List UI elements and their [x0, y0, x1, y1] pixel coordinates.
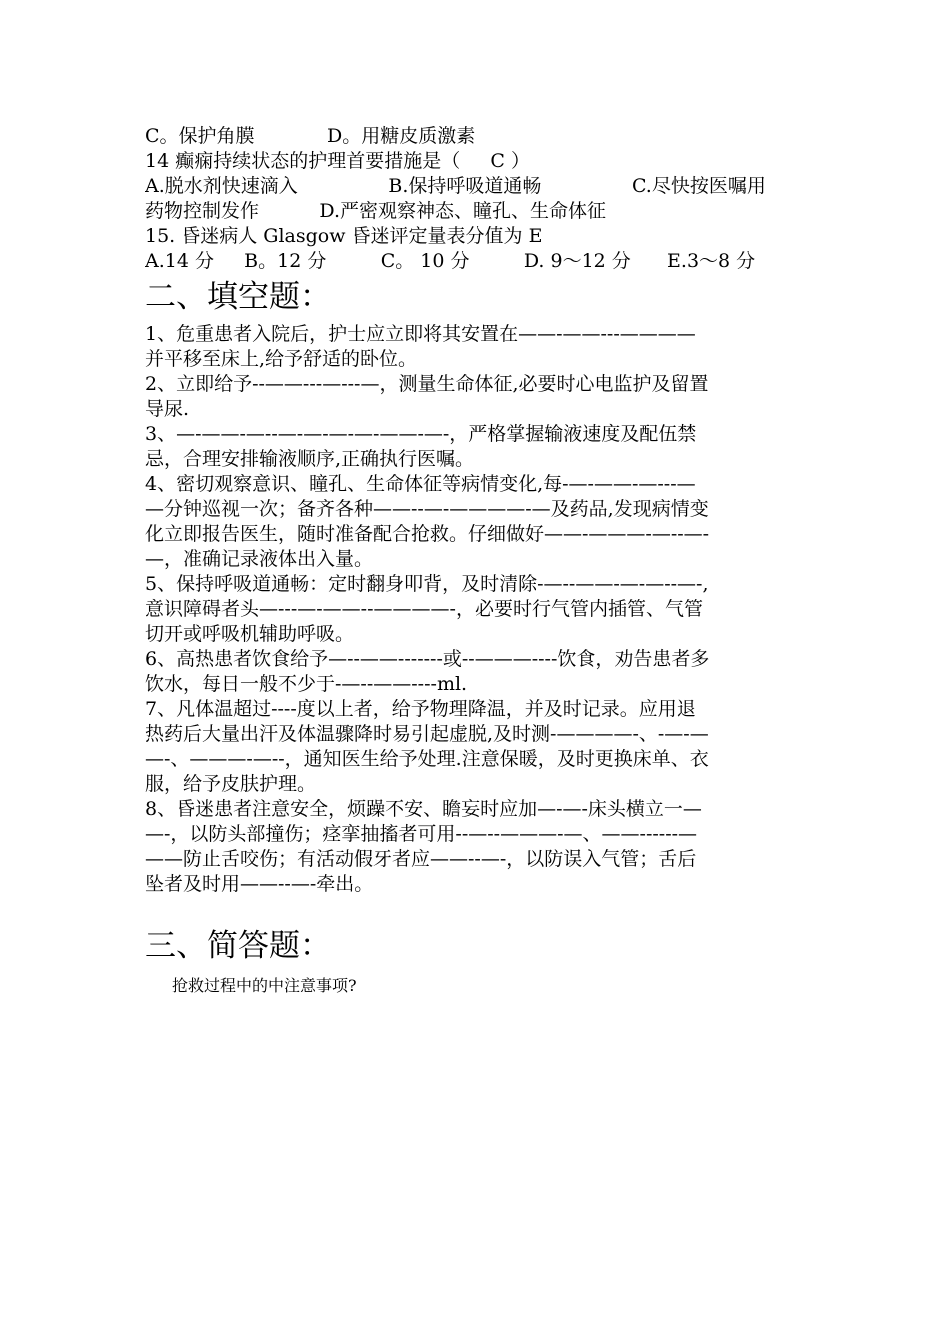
fill-line: —-，以防头部撞伤；痉挛抽搐者可用--—--———-—、——------— — [145, 823, 698, 845]
fill-line: 3、—-——-—--—-—-—-—-——-—-，严格掌握输液速度及配伍禁 — [145, 423, 697, 445]
fill-line: —-、———-—--，通知医生给予处理.注意保暖，及时更换床单、衣 — [145, 748, 709, 770]
fill-line: 服，给予皮肤护理。 — [145, 773, 317, 795]
fill-line: 化立即报告医生，随时准备配合抢救。仔细做好——-———-—--—- — [145, 523, 710, 545]
section-fill-blank-title: 二、填空题： — [145, 279, 331, 315]
fill-line: 导尿. — [145, 398, 190, 420]
fill-line: 7、凡体温超过----度以上者，给予物理降温，并及时记录。应用退 — [145, 698, 696, 720]
fill-line: 4、密切观察意识、瞳孔、生命体征等病情变化,每-—-——-—---— — [145, 473, 696, 495]
fill-line: 饮水，每日一般不少于-—--——----ml. — [145, 673, 468, 695]
question-15: 15. 昏迷病人 Glasgow 昏迷评定量表分值为 E — [145, 225, 543, 247]
fill-line: 切开或呼吸机辅助呼吸。 — [145, 623, 355, 645]
fill-line: 8、昏迷患者注意安全，烦躁不安、瞻妄时应加—-—-床头横立一— — [145, 798, 702, 820]
short-answer-question: 抢救过程中的中注意事项? — [172, 976, 357, 995]
fill-line: 坠者及时用——--—-牵出。 — [145, 873, 374, 895]
question-14-options: A.脱水剂快速滴入 B.保持呼吸道通畅 C.尽快按医嘱用 — [145, 175, 766, 197]
fill-line: —，准确记录液体出入量。 — [145, 548, 374, 570]
fill-line: 热药后大量出汗及体温骤降时易引起虚脱,及时测-————-、-—-— — [145, 723, 709, 745]
fill-line: 并平移至床上,给予舒适的卧位。 — [145, 348, 418, 370]
question-14: 14 癫痫持续状态的护理首要措施是（ C ） — [145, 150, 530, 172]
fill-line: 5、保持呼吸道通畅：定时翻身叩背，及时清除-—--——-—-—--—-, — [145, 573, 709, 595]
choice-line-1: C。保护角膜 D。用糖皮质激素 — [145, 125, 476, 147]
fill-line: 忌，合理安排输液顺序,正确执行医嘱。 — [145, 448, 475, 470]
question-15-options: A.14 分 B。12 分 C。 10 分 D. 9～12 分 E.3～8 分 — [145, 250, 756, 272]
fill-line: ——防止舌咬伤；有活动假牙者应——--—-，以防误入气管；舌后 — [145, 848, 697, 870]
fill-line: 1、危重患者入院后，护士应立即将其安置在——-——---———— — [145, 323, 696, 345]
fill-line: 2、立即给予--——---—---—，测量生命体征,必要时心电监护及留置 — [145, 373, 709, 395]
document-page — [145, 124, 813, 997]
fill-line: 6、高热患者饮食给予—--——-------或--———----饮食，劝告患者多 — [145, 648, 710, 670]
section-short-answer-title: 三、简答题： — [145, 928, 331, 964]
fill-line: —分钟巡视一次；备齐各种——--—-————-—及药品,发现病情变 — [145, 498, 709, 520]
question-14-options-cont: 药物控制发作 D.严密观察神态、瞳孔、生命体征 — [145, 200, 606, 222]
fill-line: 意识障碍者头—---—-——--————-，必要时行气管内插管、气管 — [145, 598, 703, 620]
